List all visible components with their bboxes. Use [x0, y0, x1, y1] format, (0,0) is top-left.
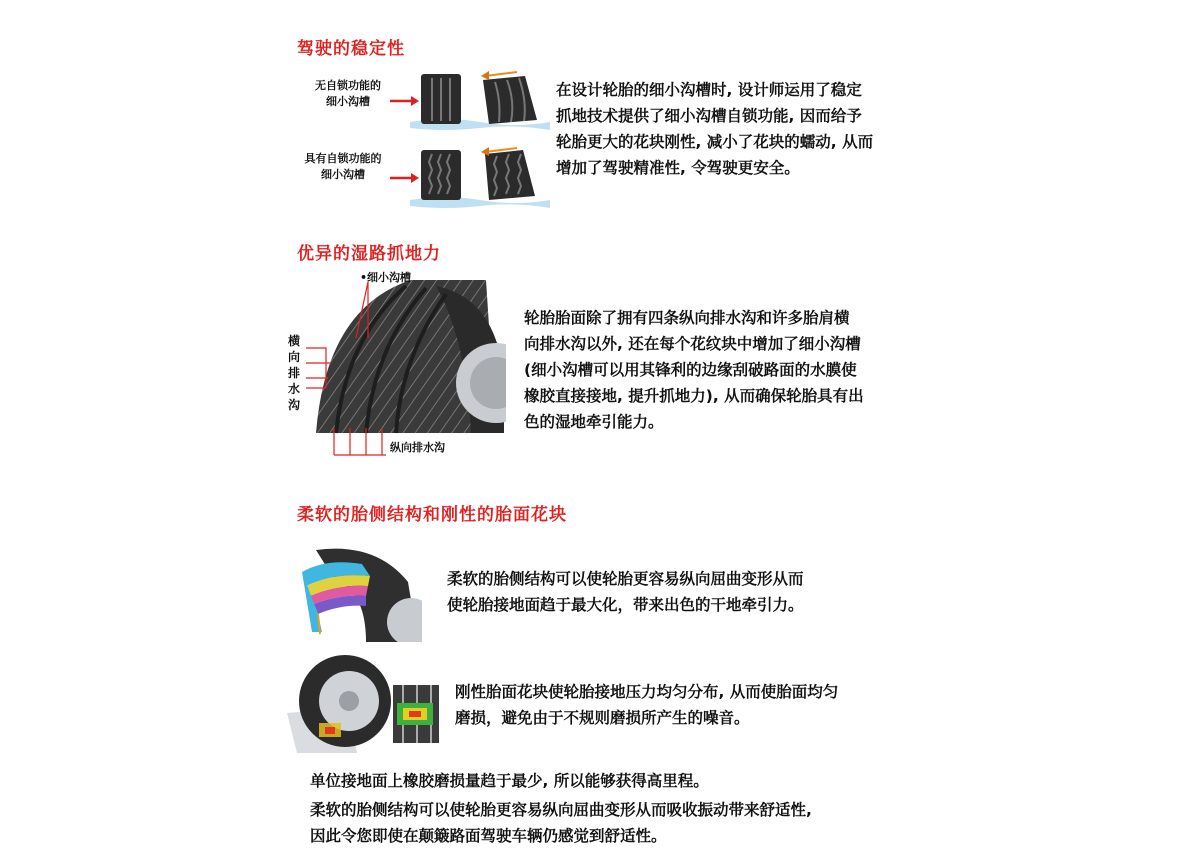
paragraph-wet-grip: [524, 305, 944, 435]
paragraph-line: 轮胎胎面除了拥有四条纵向排水沟和许多胎肩横: [524, 309, 850, 327]
section-title-stability: 驾驶的稳定性: [297, 39, 405, 59]
label-line: 无自锁功能的: [315, 79, 381, 92]
sipe-comparison-illustration: [385, 66, 550, 211]
paragraph-line: 柔软的胎侧结构可以使轮胎更容易纵向屈曲变形从而吸收振动带来舒适性,: [310, 801, 812, 819]
label-with-self-locking-sipe: [288, 151, 398, 183]
paragraph-line: 使轮胎接地面趋于最大化，带来出色的干地牵引力。: [447, 596, 804, 614]
label-char: 向: [287, 350, 300, 364]
tread-block-deformed: [485, 150, 535, 200]
paragraph-line: (细小沟槽可以用其锋利的边缘刮破路面的水膜使: [524, 361, 857, 379]
label-line: 细小沟槽: [321, 168, 365, 181]
section-title-sidewall-and-tread: 柔软的胎侧结构和刚性的胎面花块: [297, 505, 567, 525]
label-lateral-groove: [286, 333, 302, 413]
paragraph-stability: [556, 77, 956, 181]
label-without-self-locking-sipe: [298, 78, 398, 110]
paragraph-comfort: [310, 797, 950, 849]
paragraph-line: 抓地技术提供了细小沟槽自锁功能, 因而给予: [556, 107, 862, 125]
paragraph-line: 色的湿地牵引能力。: [524, 413, 664, 431]
paragraph-line: 柔软的胎侧结构可以使轮胎更容易纵向屈曲变形从而: [447, 570, 804, 588]
paragraph-soft-sidewall: [447, 566, 907, 618]
label-char: 横: [287, 334, 300, 348]
paragraph-line: 增加了驾驶精准性, 令驾驶更安全。: [556, 159, 800, 177]
label-sipe: •细小沟槽: [360, 271, 412, 284]
paragraph-line: 刚性胎面花块使轮胎接地压力均匀分布, 从而使胎面均匀: [455, 683, 839, 701]
section-title-wet-grip: 优异的湿路抓地力: [297, 244, 441, 264]
label-char: 沟: [287, 398, 300, 412]
paragraph-line: 轮胎更大的花块刚性, 减小了花块的蠕动, 从而: [556, 133, 874, 151]
tire-cross-section-illustration: [296, 542, 422, 642]
tread-block: [421, 150, 461, 200]
tire-pressure-map-illustration: [287, 653, 442, 753]
paragraph-line: 橡胶直接接地, 提升抓地力), 从而确保轮胎具有出: [524, 387, 864, 405]
paragraph-high-mileage: 单位接地面上橡胶磨损量趋于最少, 所以能够获得高里程。: [310, 772, 709, 790]
label-line: 具有自锁功能的: [304, 152, 382, 165]
tire-tread-illustration: [286, 268, 506, 463]
paragraph-line: 向排水沟以外, 还在每个花纹块中增加了细小沟槽: [524, 335, 861, 353]
label-line: 细小沟槽: [326, 95, 370, 108]
label-char: 排: [287, 366, 300, 380]
paragraph-line: 在设计轮胎的细小沟槽时, 设计师运用了稳定: [556, 81, 862, 99]
tread-block-deformed: [483, 76, 537, 124]
label-char: 水: [287, 382, 300, 396]
paragraph-line: 磨损，避免由于不规则磨损所产生的噪音。: [455, 709, 750, 727]
label-longitudinal-groove: 纵向排水沟: [390, 441, 445, 454]
paragraph-line: 因此令您即使在颠簸路面驾驶车辆仍感觉到舒适性。: [310, 827, 667, 845]
paragraph-rigid-tread: [455, 679, 925, 731]
